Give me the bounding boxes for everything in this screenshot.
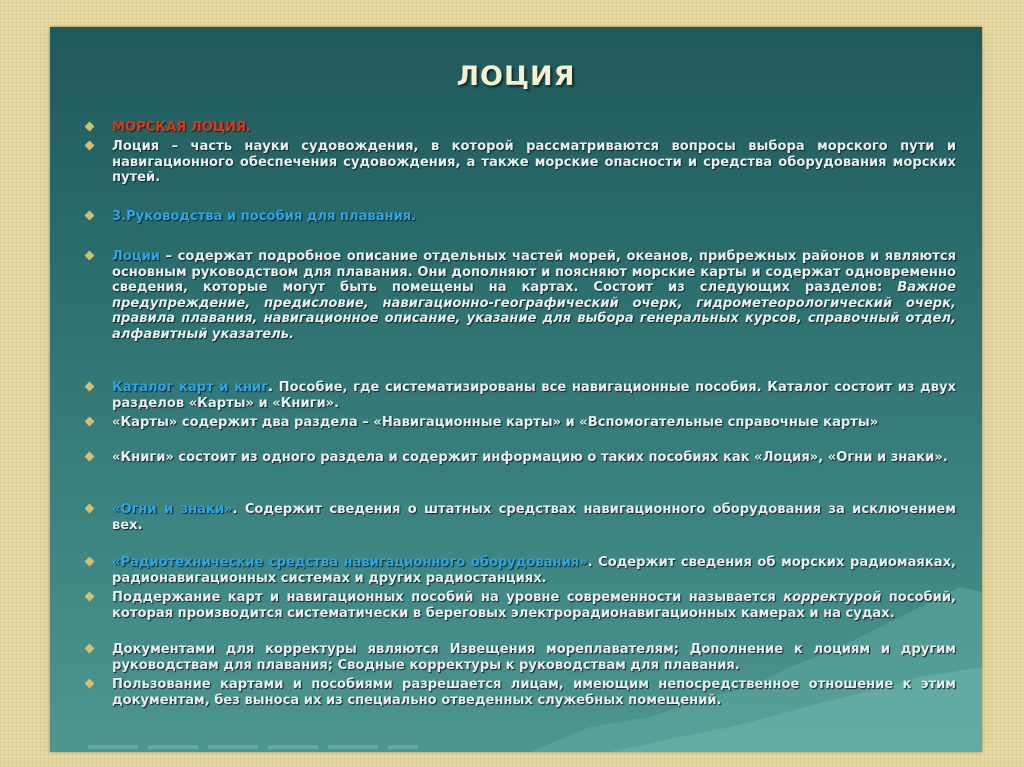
list-item bbox=[86, 450, 956, 466]
item-text bbox=[112, 502, 956, 533]
list-item bbox=[86, 677, 956, 708]
item-text bbox=[112, 415, 956, 431]
bottom-decoration bbox=[88, 745, 418, 749]
diamond-bullet-icon bbox=[85, 592, 95, 602]
item-text bbox=[112, 677, 956, 708]
diamond-bullet-icon bbox=[85, 382, 95, 392]
heading-marine-pilotage: МОРСКАЯ ЛОЦИЯ. bbox=[112, 120, 252, 135]
diamond-bullet-icon bbox=[85, 122, 95, 132]
correction-documents-text: Документами для корректуры являются Извещения мореплавателям; Дополнение к лоциям и другим руководствам для плавания; Сводные корректуры к руководствам для плавания. bbox=[112, 642, 956, 673]
correction-text-1: Поддержание карт и навигационных пособий на уровне современности называется bbox=[112, 590, 784, 605]
diamond-bullet-icon bbox=[85, 452, 95, 462]
books-section-text: «Книги» состоит из одного раздела и содержит информацию о таких пособиях как «Лоция», «Огни и знаки». bbox=[112, 450, 948, 465]
radio-aids-description: . Содержит сведения об морских радиомаяках, радионавигационных системах и других радиостанциях. bbox=[112, 555, 956, 586]
list-item bbox=[86, 590, 956, 621]
term-radio-aids: «Радиотехнические средства навигационного оборудования» bbox=[112, 555, 588, 570]
maps-section-text: «Карты» содержит два раздела – «Навигационные карты» и «Вспомогательные справочные карты» bbox=[112, 415, 879, 430]
diamond-bullet-icon bbox=[85, 644, 95, 654]
page-title: ЛОЦИЯ bbox=[456, 61, 576, 92]
diamond-bullet-icon bbox=[85, 557, 95, 567]
term-correction: корректурой bbox=[783, 590, 882, 605]
usage-rules-text: Пользование картами и пособиями разрешается лицам, имеющим непосредственное отношение к этим документам, без выноса их из специально отведенных служебных помещений. bbox=[112, 677, 956, 708]
slide bbox=[50, 27, 982, 752]
lotsii-sections: Важное предупреждение, предисловие, навигационно-географический очерк, гидрометеорологический очерк, правила плавания, навигационное описание, указание для выбора генеральных курсов, справочный отдел, алфавитный указатель. bbox=[112, 280, 956, 342]
item-text bbox=[112, 120, 956, 136]
diamond-bullet-icon bbox=[85, 251, 95, 261]
list-item bbox=[86, 415, 956, 431]
item-text bbox=[112, 380, 956, 411]
list-item bbox=[86, 555, 956, 586]
item-text bbox=[112, 209, 956, 225]
section-heading: 3.Руководства и пособия для плавания. bbox=[112, 209, 417, 224]
term-lotsii: Лоции bbox=[112, 249, 160, 264]
diamond-bullet-icon bbox=[85, 211, 95, 221]
correction-text-2: пособий, которая производится систематически в береговых электрорадионавигационных камерах и на судах. bbox=[112, 590, 956, 621]
diamond-bullet-icon bbox=[85, 504, 95, 514]
diamond-bullet-icon bbox=[85, 679, 95, 689]
catalog-description: . Пособие, где систематизированы все навигационные пособия. Каталог состоит из двух разделов «Карты» и «Книги». bbox=[112, 380, 956, 411]
term-lights-and-signs: «Огни и знаки» bbox=[112, 502, 233, 517]
item-text bbox=[112, 555, 956, 586]
list-item bbox=[86, 642, 956, 673]
item-text bbox=[112, 139, 956, 186]
list-item bbox=[86, 120, 956, 136]
term-catalog: Каталог карт и книг bbox=[112, 380, 269, 395]
list-item bbox=[86, 380, 956, 411]
lights-description: . Содержит сведения о штатных средствах навигационного оборудования за исключением вех. bbox=[112, 502, 956, 533]
list-item bbox=[86, 139, 956, 186]
item-text bbox=[112, 642, 956, 673]
diamond-bullet-icon bbox=[85, 417, 95, 427]
list-item bbox=[86, 249, 956, 343]
item-text bbox=[112, 590, 956, 621]
item-text bbox=[112, 450, 956, 466]
lotsii-description: – содержат подробное описание отдельных частей морей, океанов, прибрежных районов и являются основным руководством для плавания. Они дополняют и поясняют морские карты и содержат одновременно сведения, которые могут быть помещены на картах. Состоит из следующих разделов: bbox=[112, 249, 956, 296]
item-text bbox=[112, 249, 956, 343]
definition-text: Лоция – часть науки судовождения, в которой рассматриваются вопросы выбора морского пути и навигационного обеспечения судовождения, а также морские опасности и средства оборудования морских путей. bbox=[112, 139, 956, 186]
list-item bbox=[86, 209, 956, 225]
list-item bbox=[86, 502, 956, 533]
diamond-bullet-icon bbox=[85, 141, 95, 151]
